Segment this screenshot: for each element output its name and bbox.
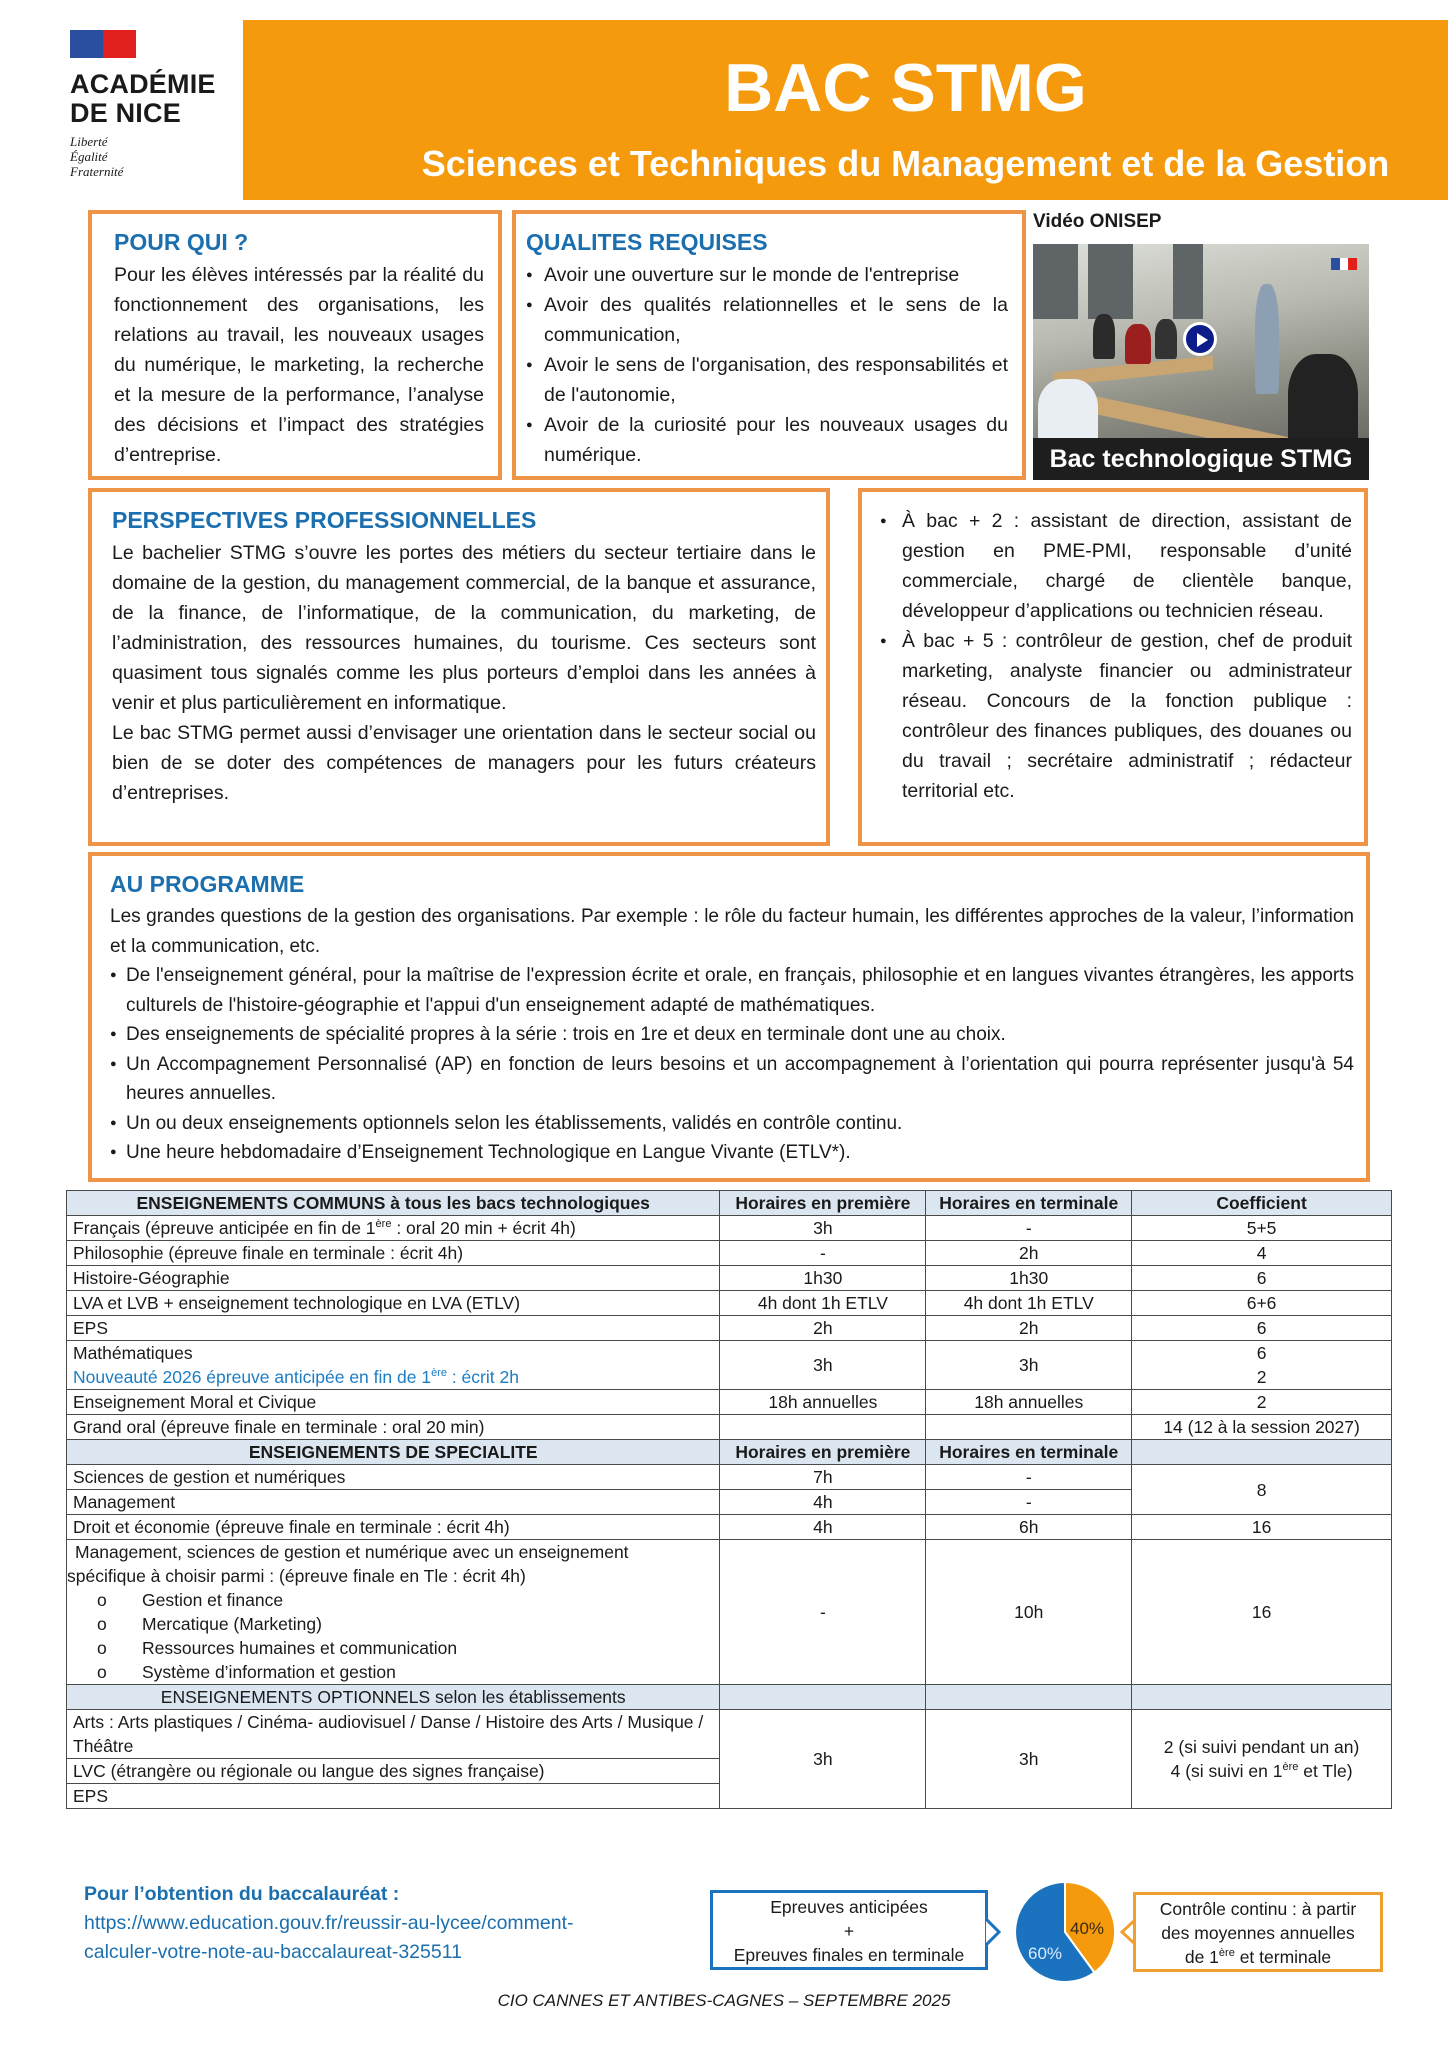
video-thumbnail[interactable] [1033, 244, 1369, 480]
page-title: BAC STMG [724, 50, 1087, 126]
perspectives-levels-list [880, 506, 1352, 806]
pour-qui-box [88, 210, 502, 480]
table-row: Management, sciences de gestion et numérique avec un enseignement spécifique à choisir parmi : (épreuve finale en Tle : écrit 4h) o Gestion et finance o Mercatique (Marketing) o Ressources humaines et communication o Système d’information et gestion - 10h 16 [67, 1540, 1392, 1685]
table-row: Droit et économie (épreuve finale en terminale : écrit 4h) 4h 6h 16 [67, 1515, 1392, 1540]
table-header-specialite: ENSEIGNEMENTS DE SPECIALITE Horaires en première Horaires en terminale [67, 1440, 1392, 1465]
table-row: Sciences de gestion et numériques 7h - 8 [67, 1465, 1392, 1490]
table-row: Arts : Arts plastiques / Cinéma- audiovisuel / Danse / Histoire des Arts / Musique / Théâtre 3h 3h 2 (si suivi pendant un an) 4 (si suivi en 1ère et Tle) [67, 1710, 1392, 1759]
obtention-link[interactable]: https://www.education.gouv.fr/reussir-au-lycee/comment- calculer-votre-note-au-baccalaureat-325511 [84, 1912, 574, 1963]
french-flag-icon [70, 30, 136, 58]
callout-pointer-left-icon [985, 1918, 1005, 1946]
svg-text:60%: 60% [1027, 1944, 1063, 1963]
footer-note: CIO CANNES ET ANTIBES-CAGNES – SEPTEMBRE 2025 [497, 1991, 951, 2010]
table-header-optionnels: ENSEIGNEMENTS OPTIONNELS selon les établissements [67, 1685, 1392, 1710]
academie-logo [70, 30, 230, 179]
obtention-heading: Pour l’obtention du baccalauréat : [84, 1883, 400, 1905]
table-row: EPS [67, 1784, 1392, 1809]
nouveaute-note: Nouveauté 2026 épreuve anticipée en fin de 1ère : écrit 2h [73, 1367, 519, 1387]
perspectives-paragraph-1: Le bachelier STMG s’ouvre les portes des métiers du secteur tertiaire dans le domaine de la gestion, du management commercial, de la banque et assurance, de la finance, de l’informatique, de la communication, du marketing, de l’administration, des ressources humaines, du tourisme. Ces secteurs sont quasiment tous signalés comme les plus porteurs d’emploi dans les années à venir et plus particulièrement en informatique. [112, 542, 816, 714]
pour-qui-heading: POUR QUI ? [114, 229, 249, 255]
table-row: Grand oral (épreuve finale en terminale : oral 20 min) 14 (12 à la session 2027) [67, 1415, 1392, 1440]
obtention-section [84, 1880, 574, 1967]
table-row: Français (épreuve anticipée en fin de 1ère : oral 20 min + écrit 4h) 3h - 5+5 [67, 1216, 1392, 1241]
perspectives-levels-box [858, 488, 1368, 846]
list-item: ● Une heure hebdomadaire d’Enseignement Technologique en Langue Vivante (ETLV*). [110, 1138, 1354, 1168]
qualites-heading: QUALITES REQUISES [526, 229, 768, 255]
list-item: ● Avoir des qualités relationnelles et le sens de la communication, [526, 290, 1008, 350]
video-caption: Bac technologique STMG [1033, 438, 1369, 480]
programme-heading: AU PROGRAMME [110, 871, 305, 897]
table-header-communs: ENSEIGNEMENTS COMMUNS à tous les bacs technologiques Horaires en première Horaires en terminale Coefficient [67, 1191, 1392, 1216]
table-row: Histoire-Géographie 1h30 1h30 6 [67, 1266, 1392, 1291]
video-label: Vidéo ONISEP [1033, 211, 1162, 232]
perspectives-box [88, 488, 830, 846]
table-row: Enseignement Moral et Civique 18h annuelles 18h annuelles 2 [67, 1390, 1392, 1415]
page-subtitle: Sciences et Techniques du Management et de la Gestion [421, 143, 1390, 184]
logo-academie-text: ACADÉMIE DE NICE [70, 69, 216, 128]
perspectives-heading: PERSPECTIVES PROFESSIONNELLES [112, 507, 537, 533]
list-item: ● Un ou deux enseignements optionnels selon les établissements, validés en contrôle continu. [110, 1109, 1354, 1139]
programme-box [88, 852, 1370, 1182]
french-flag-icon [1331, 258, 1357, 270]
table-row: EPS 2h 2h 6 [67, 1316, 1392, 1341]
table-row: LVA et LVB + enseignement technologique en LVA (ETLV) 4h dont 1h ETLV 4h dont 1h ETLV 6+6 [67, 1291, 1392, 1316]
pour-qui-text: Pour les élèves intéressés par la réalité du fonctionnement des organisations, les relations au travail, les nouveaux usages du numérique, le marketing, la recherche et la mesure de la performance, l’analyse des décisions et l’impact des stratégies d’entreprise. [114, 264, 484, 466]
list-item: ● À bac + 2 : assistant de direction, assistant de gestion en PME-PMI, responsable d’unité commerciale, chargé de clientèle banque, développeur d’applications ou technicien réseau. [880, 506, 1352, 626]
list-item: ● Des enseignements de spécialité propres à la série : trois en 1re et deux en terminale dont une au choix. [110, 1020, 1354, 1050]
list-item: ● De l'enseignement général, pour la maîtrise de l'expression écrite et orale, en français, philosophie et en langues vivantes étrangères, les apports culturels de l'histoire-géographie et l'appui d'un enseignement adapté de mathématiques. [110, 961, 1354, 1020]
title-banner [243, 20, 1448, 200]
table-row: Philosophie (épreuve finale en terminale : écrit 4h) - 2h 4 [67, 1241, 1392, 1266]
svg-text:40%: 40% [1069, 1919, 1105, 1938]
callout-controle-continu: Contrôle continu : à partir des moyennes annuelles de 1ère et terminale [1133, 1892, 1383, 1972]
qualites-list [526, 260, 1008, 470]
logo-motto: Liberté Égalité Fraternité [70, 134, 124, 179]
callout-epreuves: Epreuves anticipées + Epreuves finales en terminale [710, 1890, 988, 1970]
table-row: Mathématiques Nouveauté 2026 épreuve anticipée en fin de 1ère : écrit 2h 3h 3h 6 2 [67, 1341, 1392, 1390]
play-icon[interactable] [1183, 322, 1217, 356]
schedule-table [66, 1190, 1392, 1809]
perspectives-paragraph-2: Le bac STMG permet aussi d’envisager une orientation dans le secteur social ou bien de se doter des compétences de managers pour les futurs créateurs d’entreprises. [112, 722, 816, 804]
list-item: ● À bac + 5 : contrôleur de gestion, chef de produit marketing, analyste financier ou administrateur réseau. Concours de la fonction publique : contrôleur des finances publiques, des douanes ou du travail ; secrétaire administratif ; rédacteur territorial etc. [880, 626, 1352, 806]
list-item: ● Avoir de la curiosité pour les nouveaux usages du numérique. [526, 410, 1008, 470]
programme-list [110, 961, 1354, 1168]
table-row: LVC (étrangère ou régionale ou langue des signes française) [67, 1759, 1392, 1784]
qualites-box [512, 210, 1026, 480]
table-row: Management 4h - [67, 1490, 1392, 1515]
pie-chart [1013, 1880, 1117, 1984]
programme-intro: Les grandes questions de la gestion des organisations. Par exemple : le rôle du facteur humain, les différentes approches de la valeur, l’information et la communication, etc. [110, 906, 1354, 957]
list-item: ● Avoir une ouverture sur le monde de l'entreprise [526, 260, 1008, 290]
list-item: ● Avoir le sens de l'organisation, des responsabilités et de l'autonomie, [526, 350, 1008, 410]
list-item: ● Un Accompagnement Personnalisé (AP) en fonction de leurs besoins et un accompagnement à l’orientation qui pourra représenter jusqu'à 54 heures annuelles. [110, 1050, 1354, 1109]
